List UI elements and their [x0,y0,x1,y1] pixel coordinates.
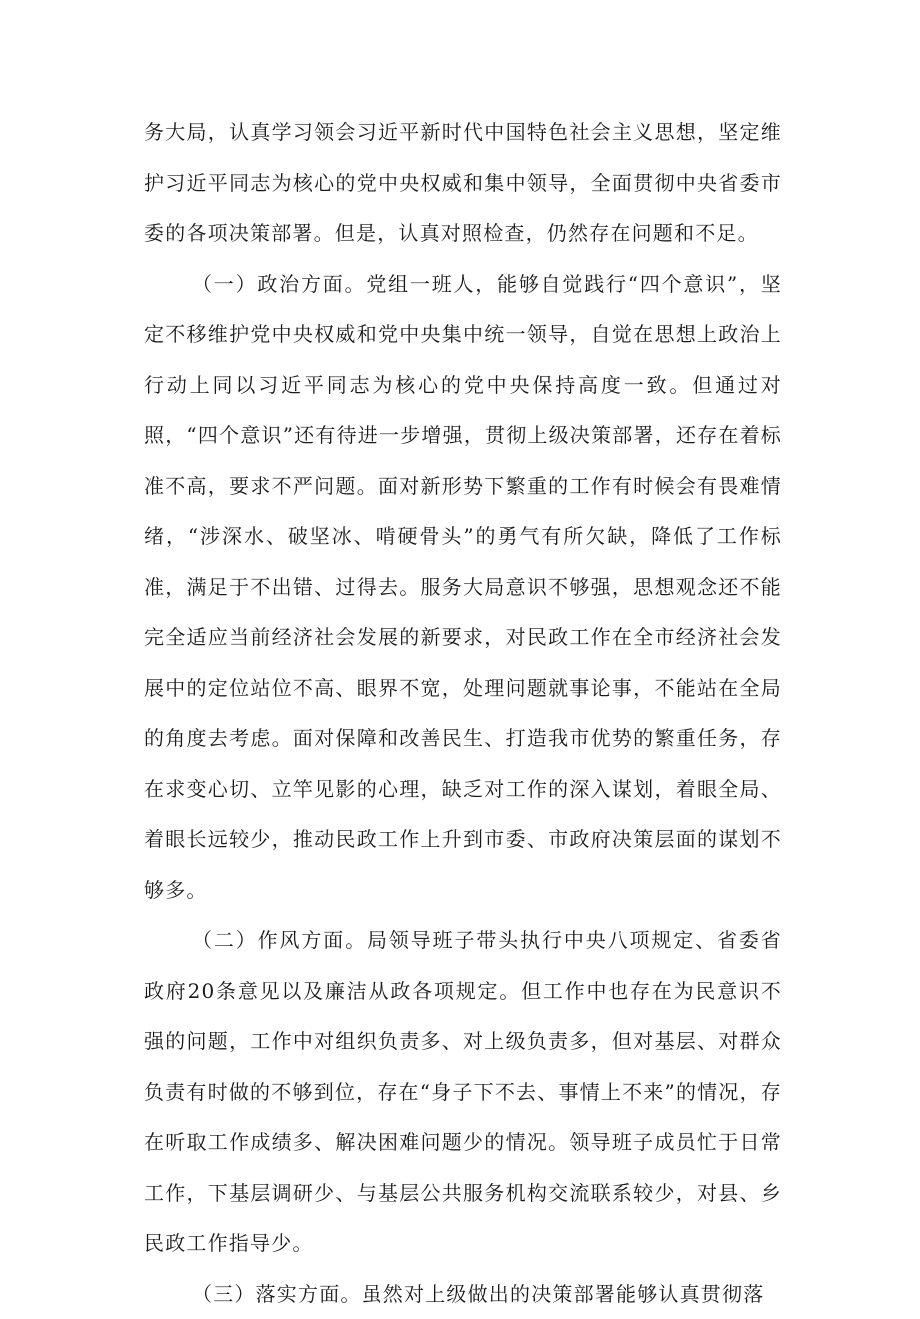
paragraph-political-aspect: （一）政治方面。党组一班人，能够自觉践行“四个意识”，坚定不移维护党中央权威和党中央集中统一领导，自觉在思想上政治上行动上同以习近平同志为核心的党中央保持高度一致。但通过对照，“四个意识”还有待进一步增强，贯彻上级决策部署，还存在着标准不高，要求不严问题。面对新形势下繁重的工作有时候会有畏难情绪，“涉深水、破坚冰、啃硬骨头”的勇气有所欠缺，降低了工作标准，满足于不出错、过得去。服务大局意识不够强，思想观念还不能完全适应当前经济社会发展的新要求，对民政工作在全市经济社会发展中的定位站位不高、眼界不宽，处理问题就事论事，不能站在全局的角度去考虑。面对保障和改善民生、打造我市优势的繁重任务，存在求变心切、立竿见影的心理，缺乏对工作的深入谋划，着眼全局、着眼长远较少，推动民政工作上升到市委、市政府决策层面的谋划不够多。 [144,259,782,916]
document-body [144,107,782,1319]
paragraph-continuation: 务大局，认真学习领会习近平新时代中国特色社会主义思想，坚定维护习近平同志为核心的党中央权威和集中领导，全面贯彻中央省委市委的各项决策部署。但是，认真对照检查，仍然存在问题和不足。 [144,107,782,259]
paragraph-work-style-aspect: （二）作风方面。局领导班子带头执行中央八项规定、省委省政府20条意见以及廉洁从政各项规定。但工作中也存在为民意识不强的问题，工作中对组织负责多、对上级负责多，但对基层、对群众负责有时做的不够到位，存在“身子下不去、事情上不来”的情况，存在听取工作成绩多、解决困难问题少的情况。领导班子成员忙于日常工作，下基层调研少、与基层公共服务机构交流联系较少，对县、乡民政工作指导少。 [144,915,782,1269]
paragraph-implementation-aspect: （三）落实方面。虽然对上级做出的决策部署能够认真贯彻落 [144,1269,782,1319]
